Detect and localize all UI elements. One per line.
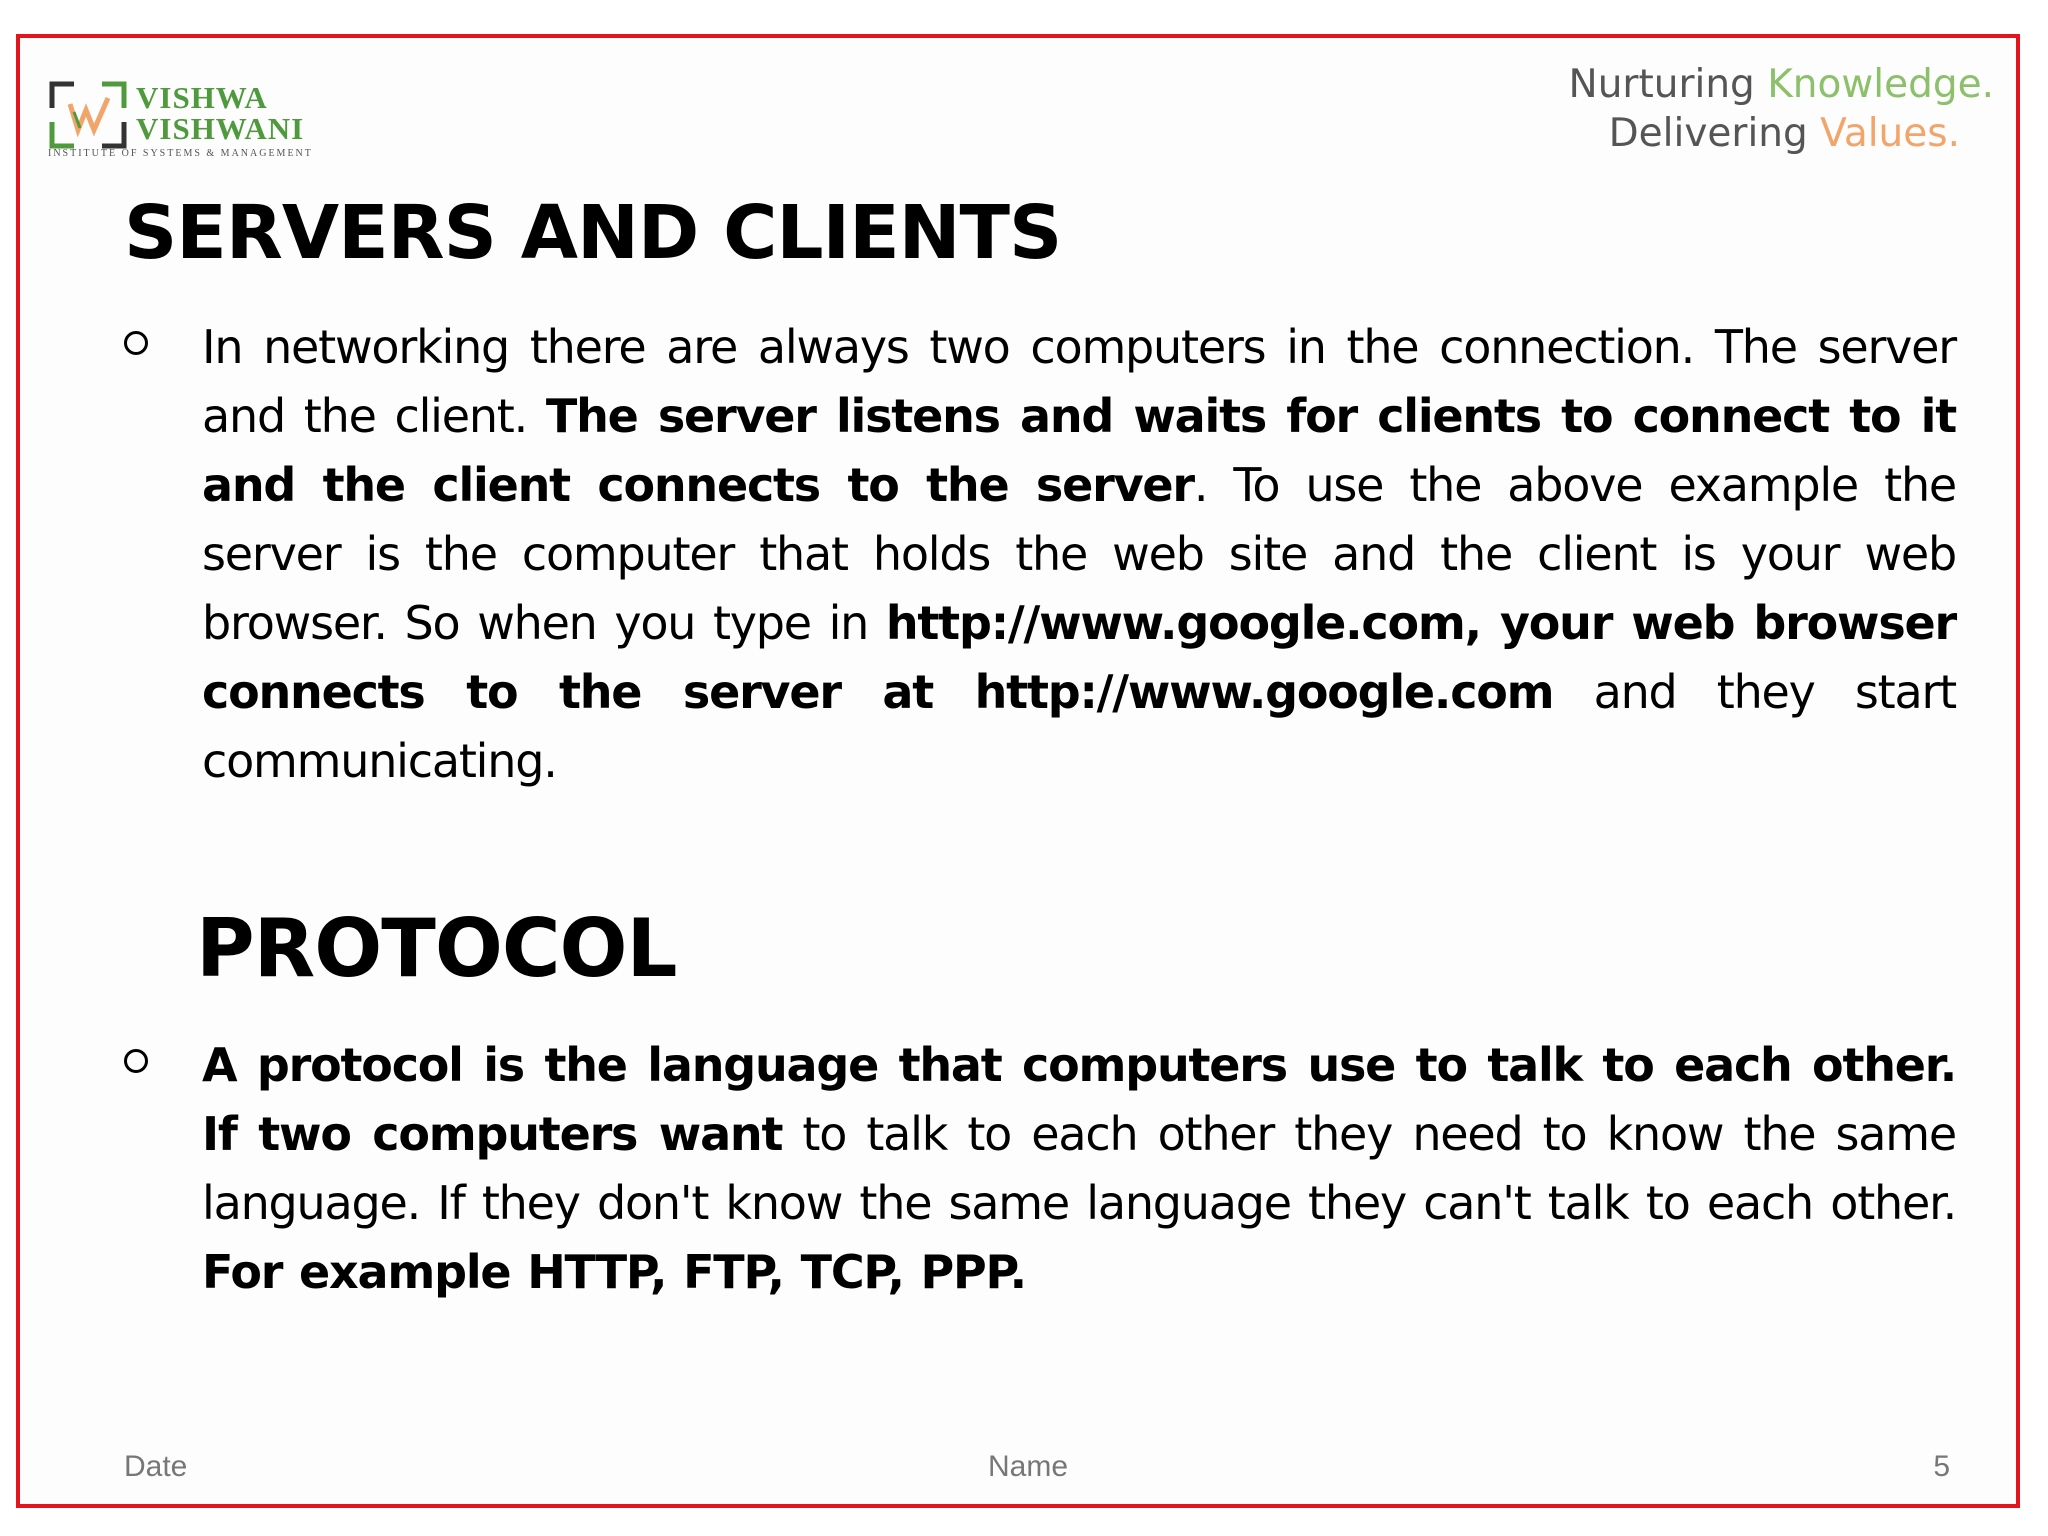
section-title-protocol: PROTOCOL: [196, 902, 677, 995]
text-run: to talk to each other they need to know the same language. If they don't know the same language they can't talk to each other.: [202, 1107, 1956, 1230]
tagline-line-1: [1569, 60, 1994, 109]
tagline: [1569, 60, 1994, 158]
bullet-protocol: [124, 1031, 1956, 1307]
slide: [16, 34, 2020, 1508]
text-run-bold: http://www.google.com, your web browser connects to the server at http://www.google.com: [202, 596, 1956, 719]
tagline-line-2: [1569, 109, 1994, 158]
tagline-nurturing: Nurturing: [1568, 62, 1768, 107]
logo-text: [136, 82, 304, 144]
paragraph-servers-clients: [202, 313, 1956, 796]
paragraph-protocol: [202, 1031, 1956, 1307]
logo-subtitle: INSTITUTE OF SYSTEMS & MANAGEMENT: [48, 148, 313, 159]
bullet-servers-clients: [124, 313, 1956, 796]
institute-logo: [48, 62, 378, 162]
footer-date: Date: [124, 1450, 188, 1483]
tagline-values: Values.: [1820, 111, 1960, 156]
logo-line-2: VISHWANI: [136, 111, 305, 146]
footer-name: Name: [988, 1450, 1069, 1483]
section-title-servers-clients: SERVERS AND CLIENTS: [124, 190, 1062, 276]
footer-page-number: 5: [1933, 1450, 1950, 1483]
text-run: . To use the above example the server is the computer that holds the web site and the client is your web browser. So when you type in: [202, 458, 1956, 650]
logo-line-1: VISHWA: [136, 80, 268, 115]
bullet-circle-icon: [124, 1049, 148, 1073]
text-run: and they start communicating.: [202, 665, 1957, 788]
text-run-bold: For example HTTP, FTP, TCP, PPP.: [202, 1245, 1026, 1299]
text-run: In networking there are always two computers in the connection. The server and the client.: [202, 320, 1956, 443]
text-run-bold: The server listens and waits for clients to connect to it and the client connects to the server: [202, 389, 1956, 512]
tagline-delivering: Delivering: [1608, 111, 1821, 156]
tagline-knowledge: Knowledge.: [1767, 62, 1994, 107]
logo-mark-icon: [48, 78, 128, 152]
bullet-circle-icon: [124, 331, 148, 355]
text-run-bold: A protocol is the language that computers use to talk to each other. If two computers want: [202, 1038, 1956, 1161]
